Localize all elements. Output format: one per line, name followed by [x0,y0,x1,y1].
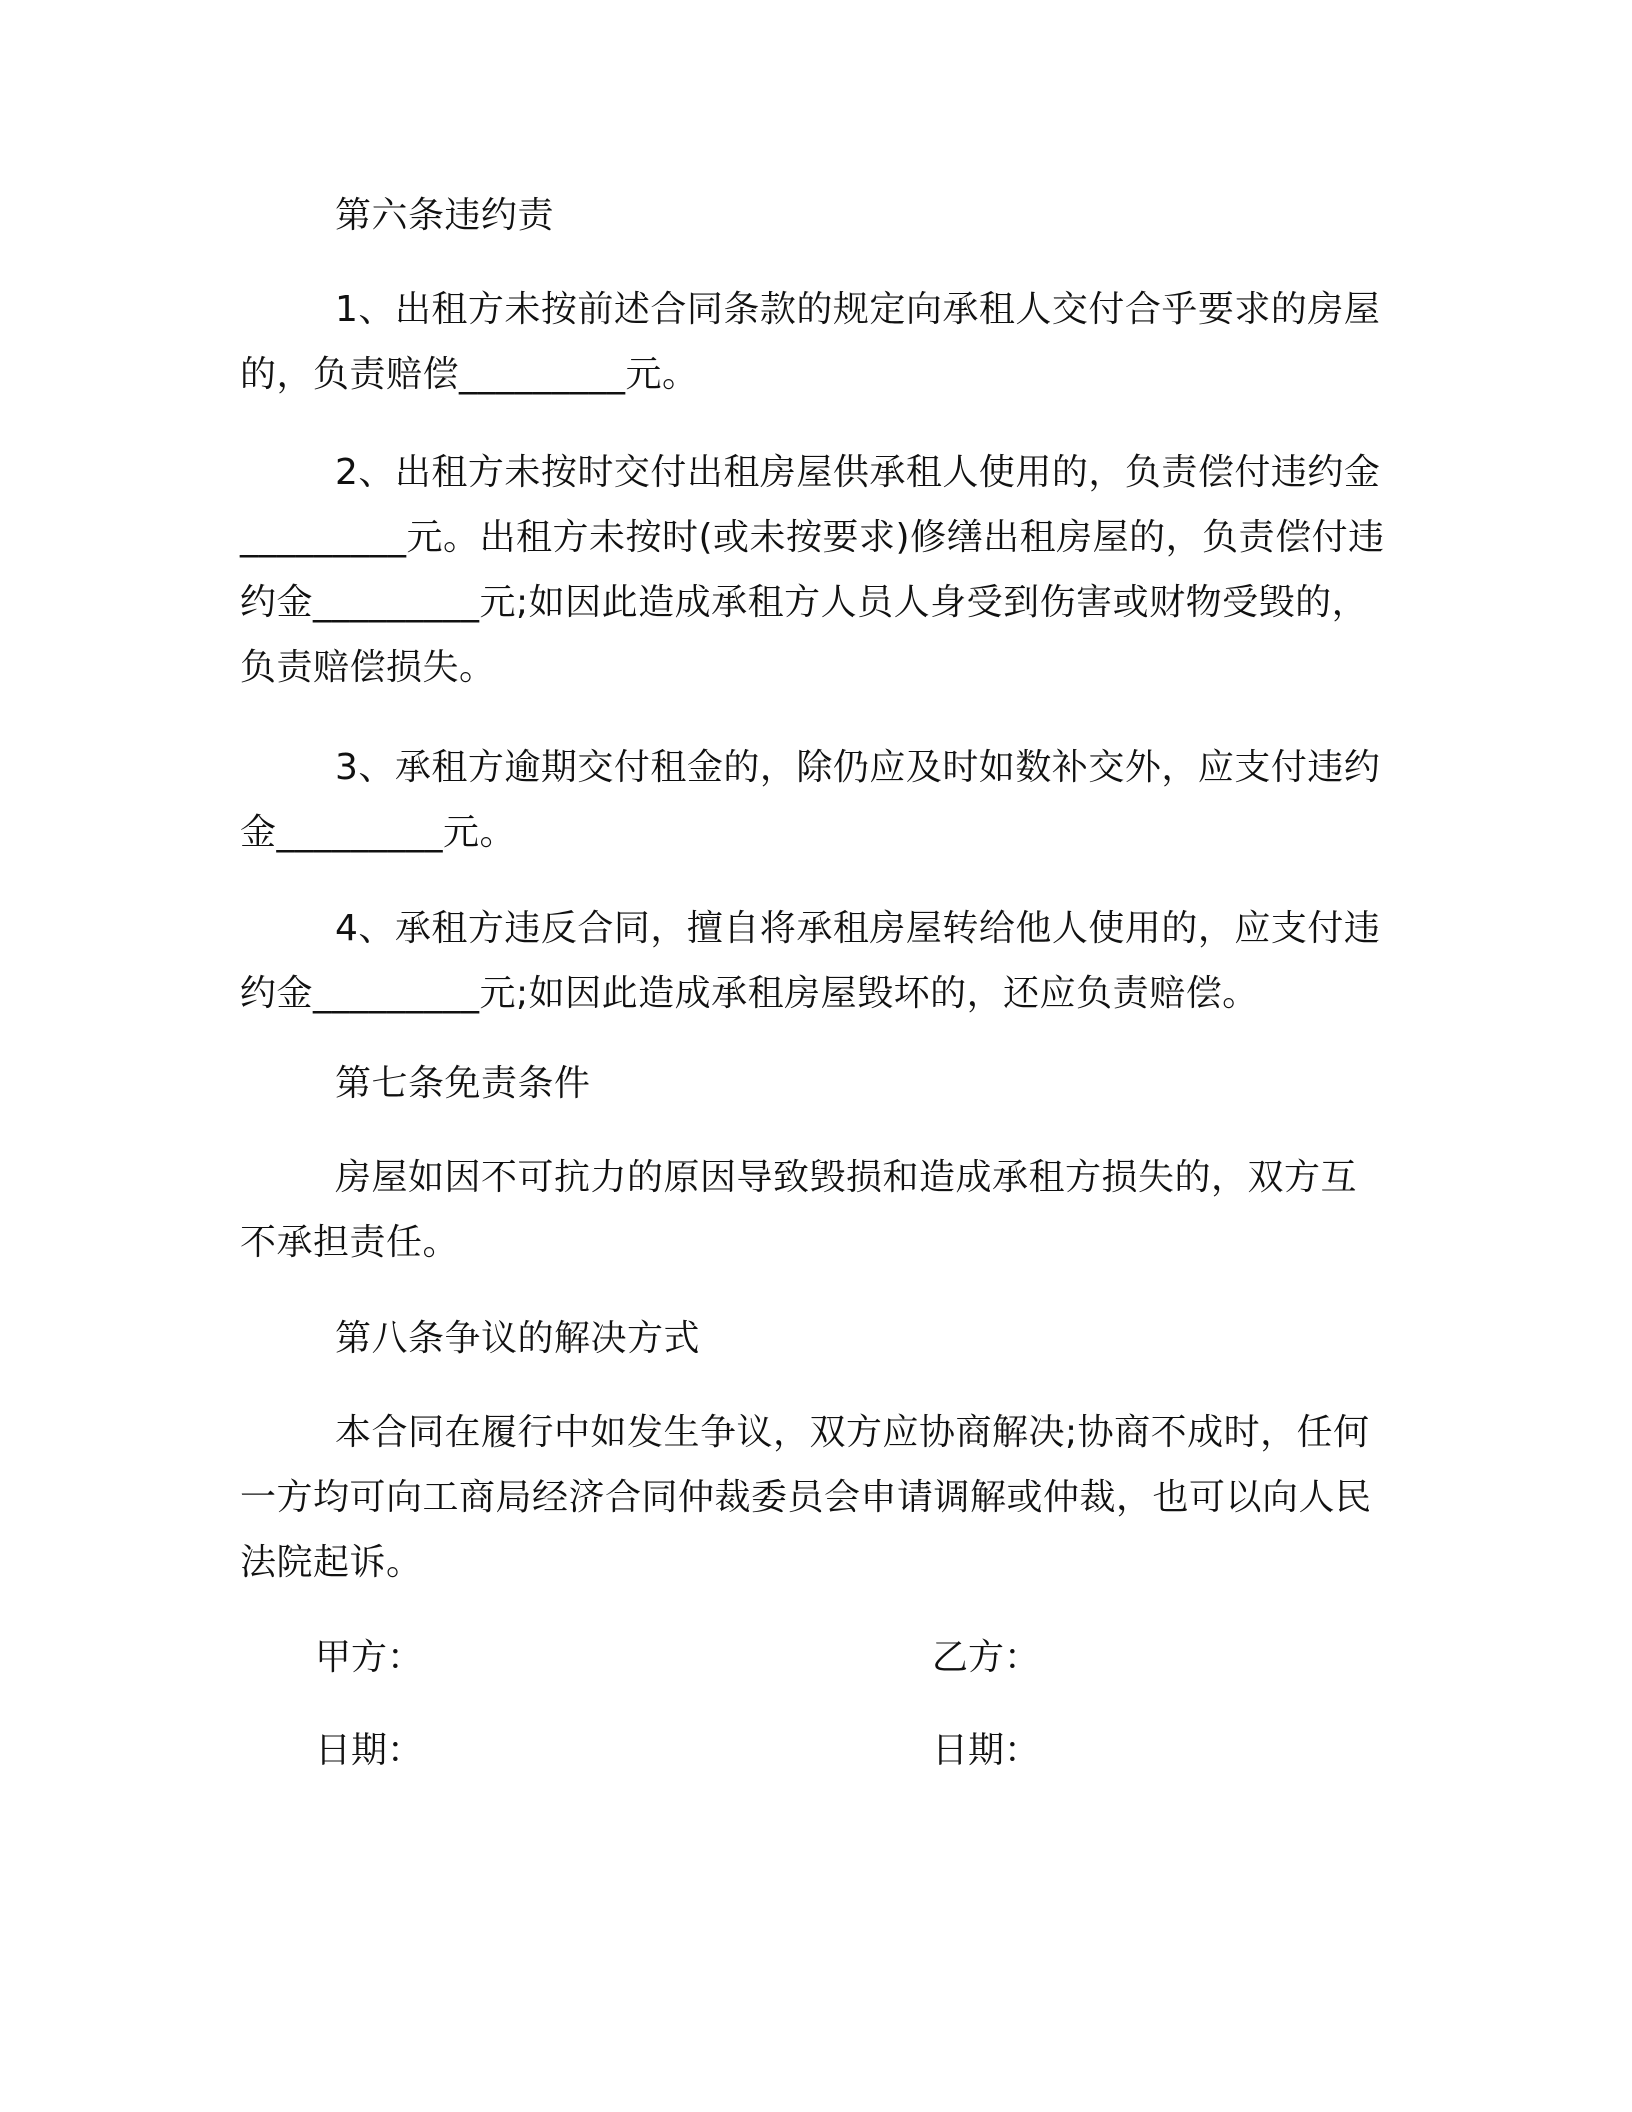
party-b-label: 乙方： [932,1637,1041,1678]
article-8-title: 第八条争议的解决方式 [335,1318,701,1359]
article-8-text: 本合同在履行中如发生争议，双方应协商解决;协商不成时，任何一方均可向工商局经济合同仲裁委员会申请调解或仲裁，也可以向人民法院起诉。 [240,1412,1372,1583]
article-6-item-4: 4、承租方违反合同，擅自将承租房屋转给他人使用的，应支付违约金_________元;如因此造成承租房屋毁坏的，还应负责赔偿。 [240,908,1381,1014]
article-7-text: 房屋如因不可抗力的原因导致毁损和造成承租方损失的，双方互不承担责任。 [240,1157,1358,1263]
article-6-item-3: 3、承租方逾期交付租金的，除仍应及时如数补交外，应支付违约金_________元。 [240,747,1381,853]
date-b-label: 日期： [932,1730,1041,1771]
article-7-title: 第七条免责条件 [335,1063,591,1104]
date-a-label: 日期： [315,1730,424,1771]
article-6-title: 第六条违约责 [335,195,555,236]
article-6-item-2: 2、出租方未按时交付出租房屋供承租人使用的，负责偿付违约金_________元。出租方未按时(或未按要求)修缮出租房屋的，负责偿付违约金_________元;如因此造成承租方人员人身受到伤害或财物受毁的，负责赔偿损失。 [240,452,1385,688]
party-a-label: 甲方： [315,1637,424,1678]
article-6-item-1: 1、出租方未按前述合同条款的规定向承租人交付合乎要求的房屋的，负责赔偿_________元。 [240,289,1381,395]
